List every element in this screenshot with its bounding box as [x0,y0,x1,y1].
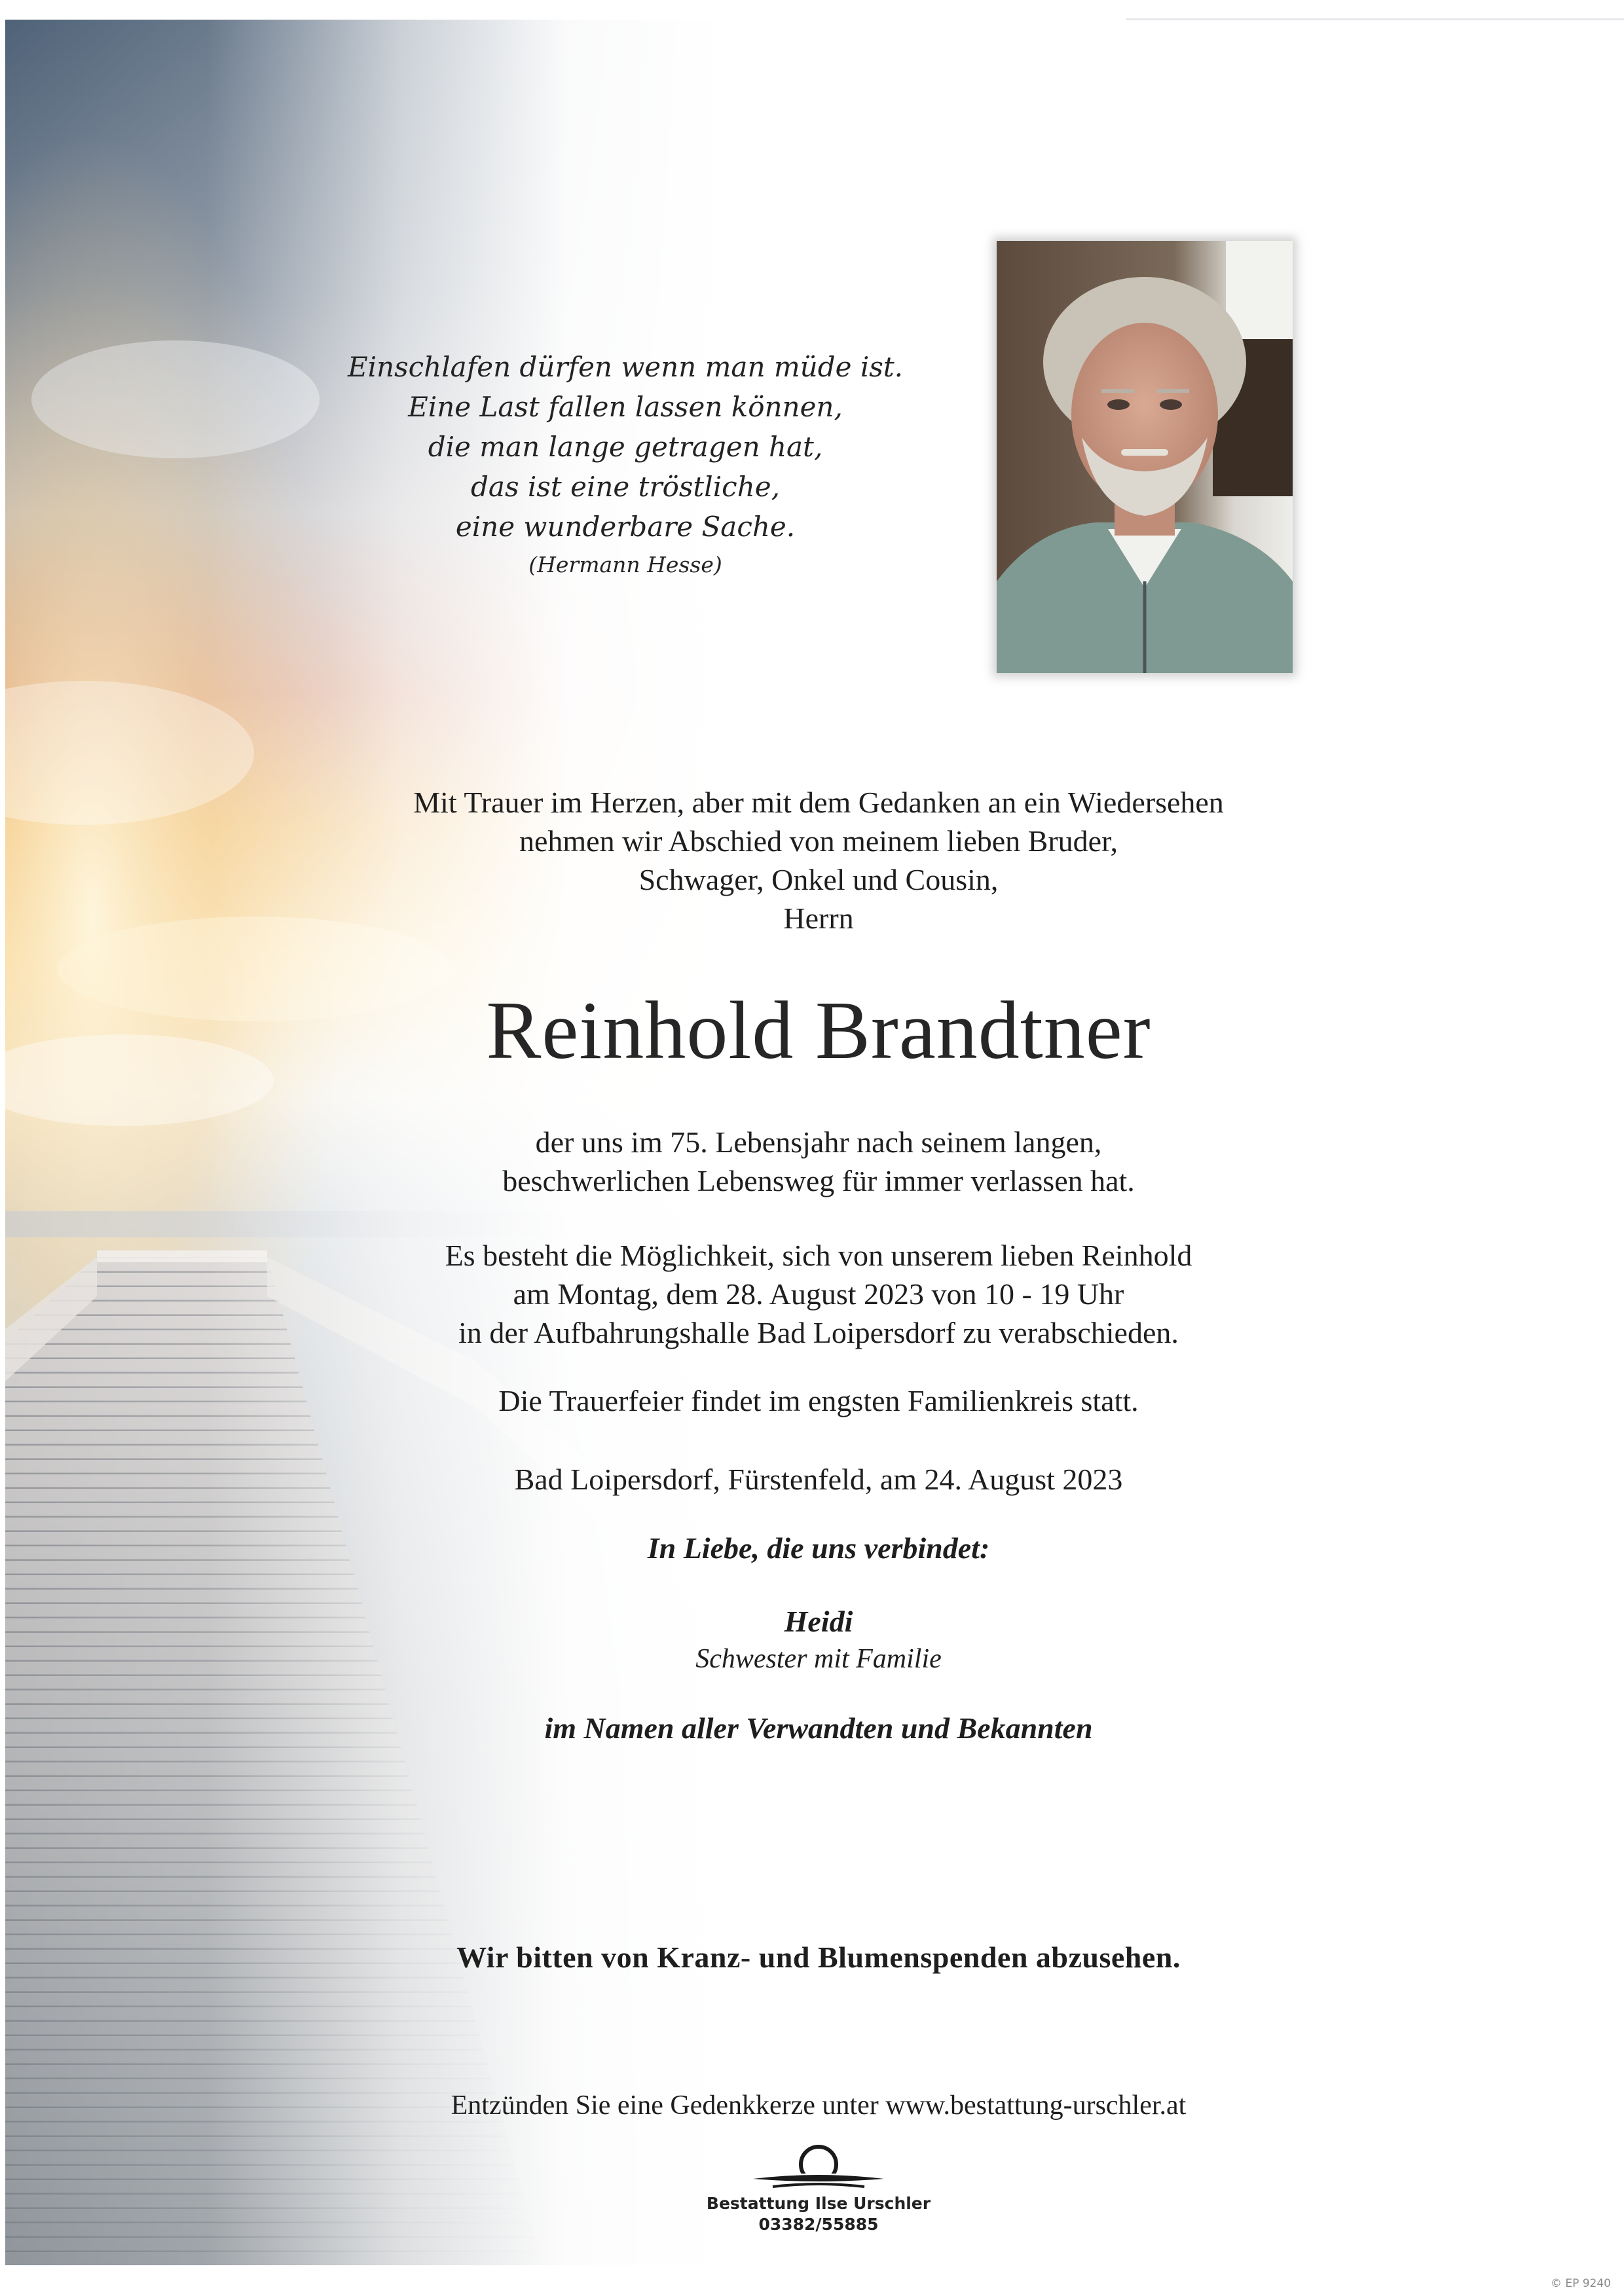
age-line: beschwerlichen Lebensweg für immer verlassen hat. [502,1164,1135,1197]
age-text [249,1123,1388,1200]
viewing-info [249,1236,1388,1352]
viewing-line: am Montag, dem 28. August 2023 von 10 - 19 Uhr [513,1277,1124,1311]
funeral-home-name: Bestattung Ilse Urschler [706,2194,931,2213]
intro-line: Herrn [783,902,854,935]
funeral-home-phone: 03382/55885 [758,2215,879,2234]
intro-line: Mit Trauer im Herzen, aber mit dem Gedanken an ein Wiedersehen [413,786,1224,819]
deceased-name: Reinhold Brandtner [486,985,1151,1076]
intro-line: Schwager, Onkel und Cousin, [638,863,999,896]
quote-line: eine wunderbare Sache. [455,511,796,543]
all-relatives: im Namen aller Verwandten und Bekannten [544,1711,1093,1745]
quote-line: die man lange getragen hat, [428,431,823,463]
age-line: der uns im 75. Lebensjahr nach seinem langen, [535,1125,1102,1159]
quote-line: Einschlafen dürfen wenn man müde ist. [347,351,904,383]
viewing-line: in der Aufbahrungshalle Bad Loipersdorf zu verabschieden. [458,1316,1179,1349]
quote-line: Eine Last fallen lassen können, [408,391,843,423]
funeral-home-info [616,2193,1022,2235]
date-place: Bad Loipersdorf, Fürstenfeld, am 24. August 2023 [514,1463,1123,1496]
viewing-line: Es besteht die Möglichkeit, sich von unserem lieben Reinhold [445,1239,1192,1272]
funeral-home-logo [681,2145,956,2191]
hesse-quote [282,347,969,583]
mourner-name: Heidi [784,1605,853,1638]
intro-line: nehmen wir Abschied von meinem lieben Bruder, [519,824,1118,858]
ceremony-info: Die Trauerfeier findet im engsten Familienkreis statt. [498,1384,1139,1417]
mourner-relation: Schwester mit Familie [695,1644,942,1674]
portrait-photo [997,241,1293,673]
top-divider [1126,18,1624,20]
print-code: © EP 9240 [1550,2277,1611,2290]
mourners-intro: In Liebe, die uns verbindet: [647,1531,990,1565]
candle-notice: Entzünden Sie eine Gedenkkerze unter www.bestattung-urschler.at [451,2090,1187,2121]
quote-author: (Hermann Hesse) [528,552,722,577]
flowers-request: Wir bitten von Kranz- und Blumenspenden abzusehen. [456,1941,1181,1974]
quote-line: das ist eine tröstliche, [471,471,780,503]
mourning-intro [249,783,1388,938]
